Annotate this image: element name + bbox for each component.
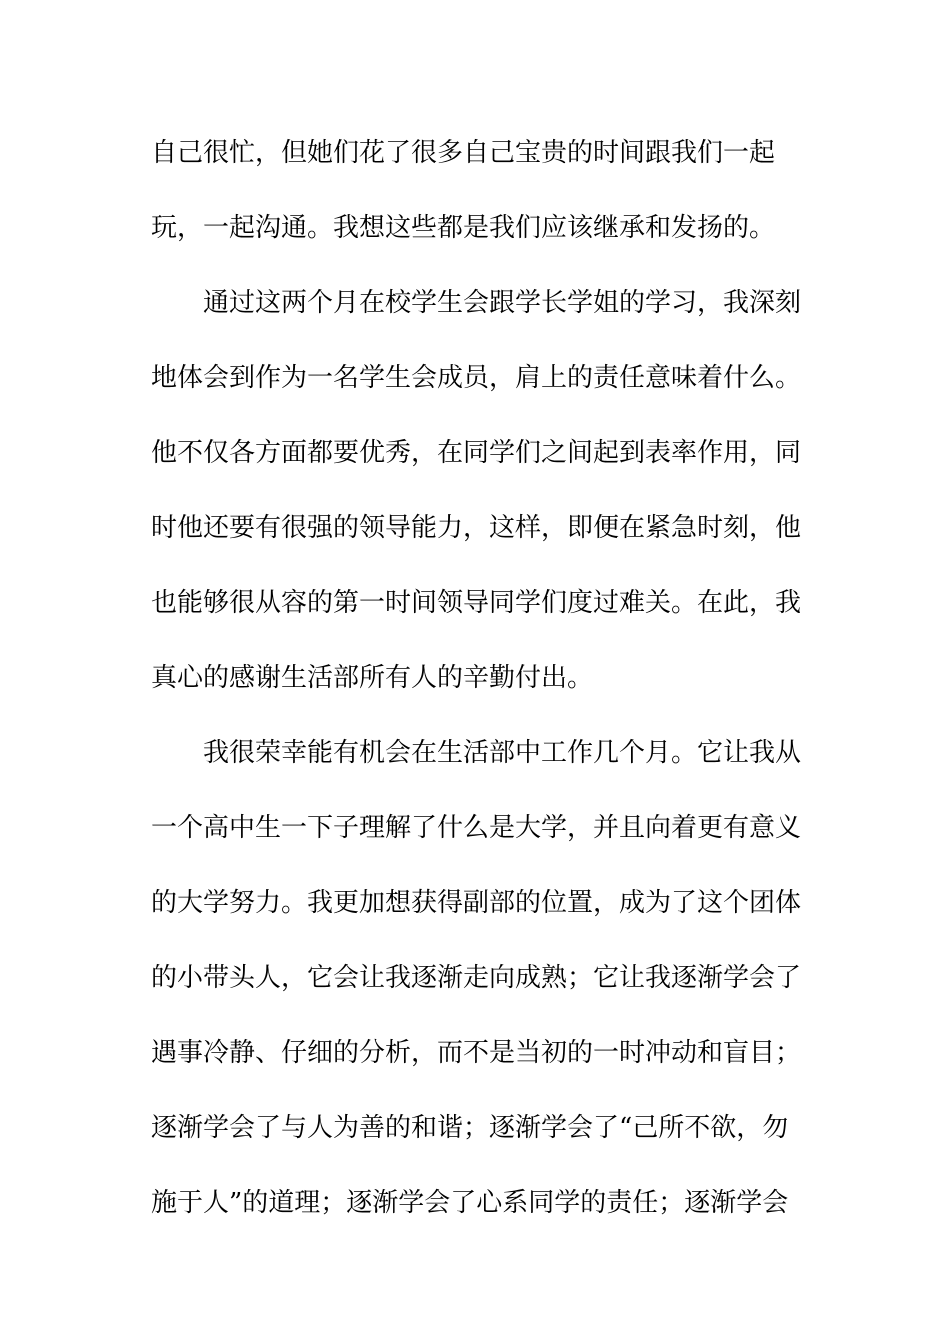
text-line: 通过这两个月在校学生会跟学长学姐的学习，我深刻 [203,288,802,318]
text-line: 一个高中生一下子理解了什么是大学，并且向着更有意义 [151,813,802,843]
text-line: 他不仅各方面都要优秀，在同学们之间起到表率作用，同 [151,438,802,468]
text-line: 的小带头人，它会让我逐渐走向成熟；它让我逐渐学会了 [151,963,802,993]
text-line: 逐渐学会了与人为善的和谐；逐渐学会了“己所不欲，勿 [151,1113,789,1143]
body-text [151,127,802,1252]
text-line: 也能够很从容的第一时间领导同学们度过难关。在此，我 [151,588,802,618]
text-line: 我很荣幸能有机会在生活部中工作几个月。它让我从 [203,738,802,768]
text-line: 遇事冷静、仔细的分析，而不是当初的一时冲动和盲目； [151,1038,802,1068]
text-line: 玩，一起沟通。我想这些都是我们应该继承和发扬的。 [151,213,776,243]
text-line: 自己很忙，但她们花了很多自己宝贵的时间跟我们一起 [151,138,776,168]
text-line: 时他还要有很强的领导能力，这样，即便在紧急时刻，他 [151,513,802,543]
text-line: 真心的感谢生活部所有人的辛勤付出。 [151,663,594,693]
text-line: 地体会到作为一名学生会成员，肩上的责任意味着什么。 [151,363,802,393]
text-line: 施于人”的道理；逐渐学会了心系同学的责任；逐渐学会 [151,1188,789,1218]
text-line: 的大学努力。我更加想获得副部的位置，成为了这个团体 [151,888,802,918]
